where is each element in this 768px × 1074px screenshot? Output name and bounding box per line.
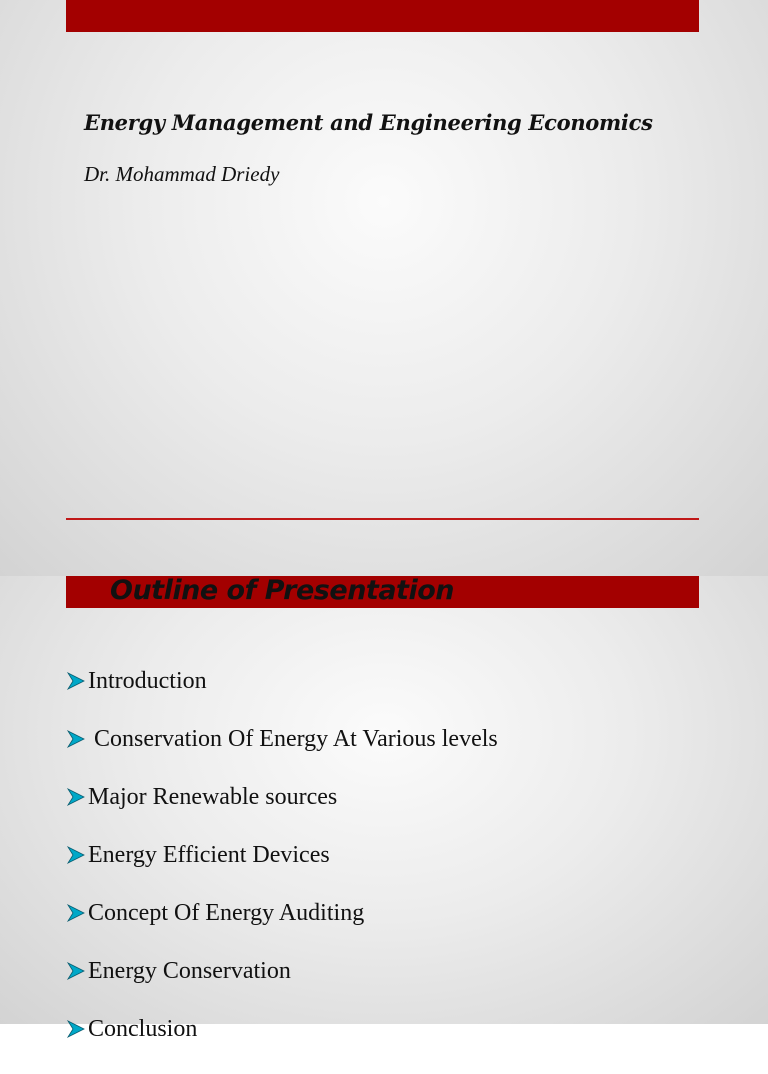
- arrow-bullet-icon: [66, 1016, 88, 1042]
- list-item-label: Introduction: [88, 668, 207, 694]
- bottom-divider: [66, 518, 699, 520]
- list-item-label: Energy Conservation: [88, 958, 291, 984]
- list-item: [66, 1016, 498, 1074]
- list-item: [66, 842, 498, 900]
- list-item: [66, 668, 498, 726]
- arrow-bullet-icon: [66, 958, 88, 984]
- list-item-label: Energy Efficient Devices: [88, 842, 330, 868]
- list-item-label: Conservation Of Energy At Various levels: [88, 726, 498, 752]
- outline-heading: Outline of Presentation: [110, 575, 454, 606]
- list-item-label: Major Renewable sources: [88, 784, 338, 810]
- arrow-bullet-icon: [66, 668, 88, 694]
- arrow-bullet-icon: [66, 726, 88, 752]
- presentation-title: Energy Management and Engineering Economics: [84, 110, 653, 135]
- list-item-label: Conclusion: [88, 1016, 198, 1042]
- list-item: [66, 958, 498, 1016]
- list-item: [66, 900, 498, 958]
- list-item-label: Concept Of Energy Auditing: [88, 900, 365, 926]
- outline-slide: [0, 575, 768, 1042]
- arrow-bullet-icon: [66, 842, 88, 868]
- author-name: Dr. Mohammad Driedy: [84, 162, 280, 186]
- list-item: [66, 784, 498, 842]
- list-item: [66, 726, 498, 784]
- arrow-bullet-icon: [66, 784, 88, 810]
- outline-list: [66, 668, 498, 1074]
- arrow-bullet-icon: [66, 900, 88, 926]
- top-accent-bar: [66, 0, 699, 32]
